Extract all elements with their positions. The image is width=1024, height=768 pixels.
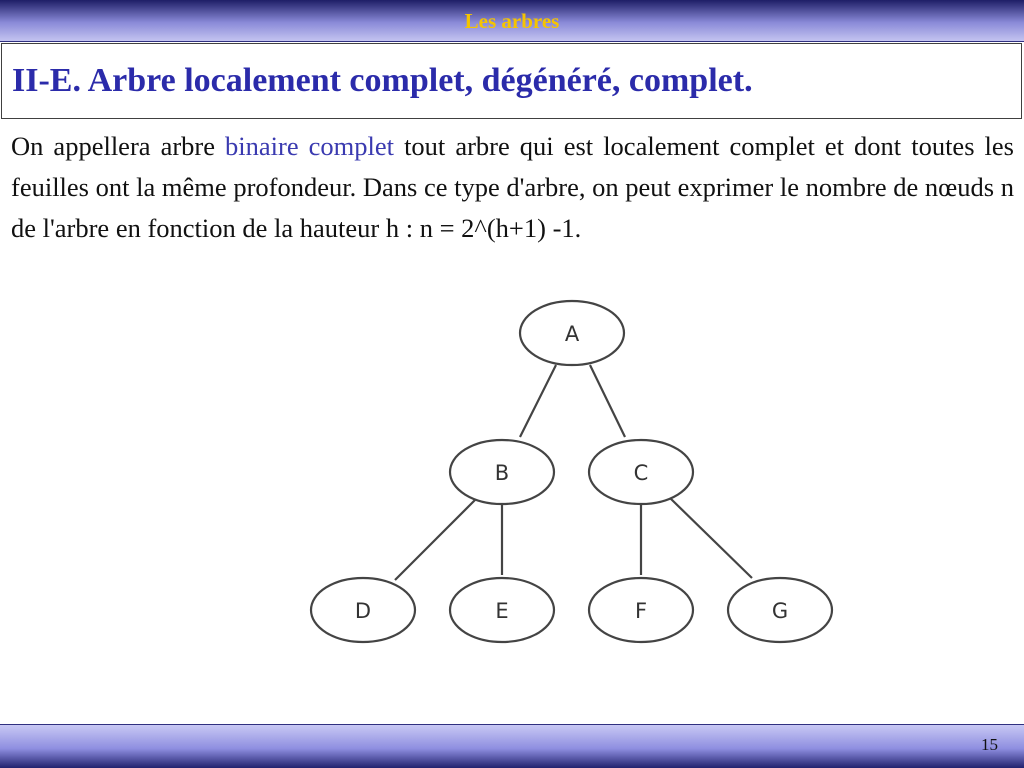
tree-node-label-d: D bbox=[354, 599, 372, 623]
header-bar bbox=[0, 0, 1024, 42]
slide-title-box bbox=[1, 43, 1022, 119]
binary-tree-diagram bbox=[300, 290, 860, 660]
tree-node-label-e: E bbox=[495, 599, 509, 623]
tree-node-label-f: F bbox=[634, 599, 648, 623]
paragraph-highlight: binaire complet bbox=[225, 131, 395, 161]
tree-node-label-g: G bbox=[771, 599, 789, 623]
tree-edge-b-d bbox=[395, 500, 475, 580]
tree-node-label-b: B bbox=[494, 461, 510, 485]
tree-node-label-a: A bbox=[564, 322, 580, 346]
paragraph-text-after: tout arbre qui est localement complet et dont toutes les feuilles ont la même profondeur. Dans ce type d'arbre, on peut exprimer le nombre de nœuds n de l'arbre en fonction de la hauteur h : n = 2^(h+1) -1. bbox=[11, 131, 1014, 243]
footer-bar bbox=[0, 724, 1024, 768]
slide-title: II-E. Arbre localement complet, dégénéré, complet. bbox=[12, 62, 753, 99]
tree-node-label-c: C bbox=[633, 461, 649, 485]
header-title: Les arbres bbox=[464, 9, 560, 33]
body-paragraph bbox=[11, 126, 1014, 249]
tree-edge-a-b bbox=[520, 365, 556, 437]
tree-edge-c-g bbox=[670, 498, 752, 578]
tree-edge-a-c bbox=[590, 365, 625, 437]
page-number: 15 bbox=[981, 735, 998, 754]
paragraph-text-before: On appellera arbre bbox=[11, 131, 226, 161]
